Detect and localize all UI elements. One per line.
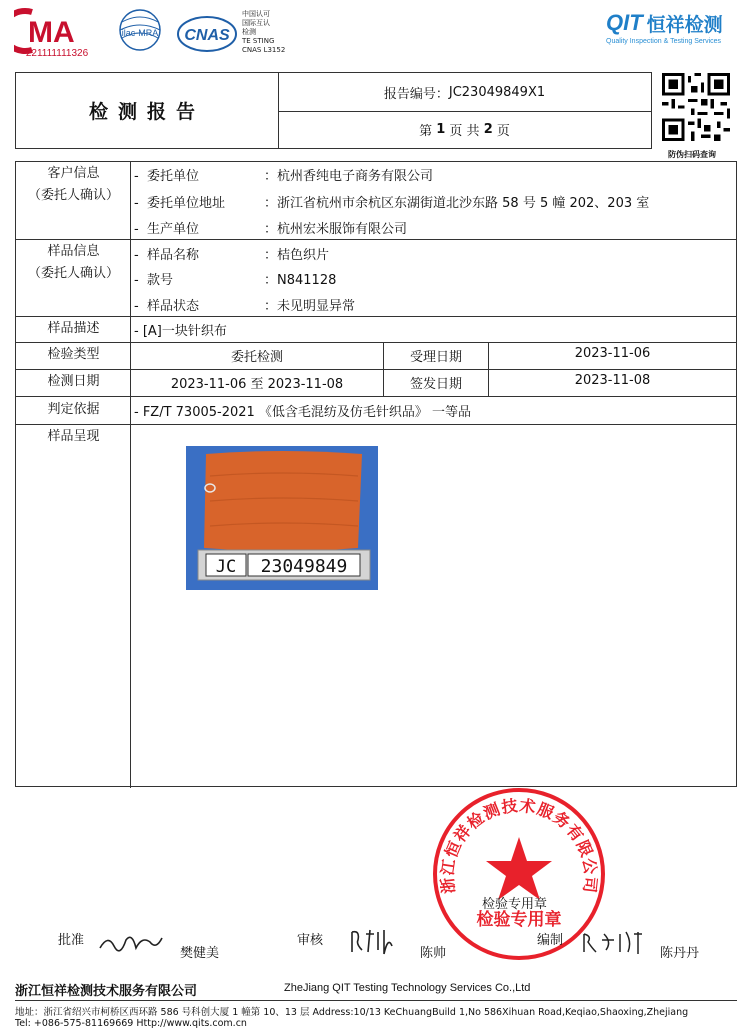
footer-address: 地址：浙江省绍兴市柯桥区西环路 586 号科创大厦 1 幢第 10、13 层 Address:10/13 KeChuangBuild 1,No 586Xihuan Road,Keqiao,Shaoxing,Zhejiang — [15, 1007, 689, 1018]
inspection-type-label: 检验类型 — [47, 347, 100, 362]
report-number: JC23049849X1 — [448, 84, 546, 100]
sample-row: - 款号 — [134, 273, 173, 288]
approve-name: 樊健美 — [180, 946, 220, 961]
compile-name: 陈丹丹 — [660, 946, 700, 961]
qr-caption: 防伪扫码查询 — [668, 150, 716, 159]
ilac-text: ilac-MRA — [121, 28, 159, 38]
inspection-type-value: 委托检测 — [230, 350, 283, 365]
sample-row-value: ：桔色织片 — [264, 248, 330, 263]
page-total: 2 — [483, 122, 493, 137]
report-title: 检测报告 — [16, 73, 279, 148]
row-key: 样品状态 — [146, 299, 199, 314]
page-current: 1 — [436, 122, 446, 137]
standard-value: - FZ/T 73005-2021 《低含毛混纺及仿毛针织品》 一等品 — [134, 405, 472, 420]
compile-signature — [580, 928, 646, 956]
footer-company-en: ZheJiang QIT Testing Technology Services Co.,Ltd — [284, 982, 531, 994]
review-label: 审核 — [297, 933, 324, 948]
qr-code-icon[interactable] — [662, 73, 730, 141]
cnas-line: 中国认可 — [242, 10, 270, 18]
client-row: - 委托单位地址 — [134, 196, 225, 211]
compile-label: 编制 — [537, 933, 564, 948]
page-indicator — [278, 111, 651, 148]
row-key: 款号 — [146, 273, 173, 288]
photo-tag-number: 23049849 — [260, 556, 348, 577]
row-value: 杭州宏米服饰有限公司 — [277, 222, 408, 237]
client-row-value: ：杭州宏米服饰有限公司 — [264, 222, 408, 237]
sample-row: - 样品状态 — [134, 299, 199, 314]
sample-presentation-label: 样品呈现 — [47, 429, 100, 444]
cnas-line: TE STING — [242, 37, 275, 45]
test-date-label: 检测日期 — [47, 374, 100, 389]
client-info-subtitle: （委托人确认） — [27, 188, 119, 203]
page-suffix: 页 — [496, 124, 510, 139]
issue-date-label: 签发日期 — [409, 377, 462, 392]
sample-row-value: ：未见明显异常 — [264, 299, 356, 314]
sample-desc-label: 样品描述 — [47, 321, 100, 336]
footer-contact: Tel: +086-575-81169669 Http://www.qits.com.cn — [15, 1018, 247, 1029]
cnas-line: 国际互认 — [242, 19, 270, 27]
footer-company-cn: 浙江恒祥检测技术服务有限公司 — [15, 984, 198, 999]
review-signature — [348, 926, 396, 956]
sample-row-value: ：N841128 — [264, 273, 337, 288]
row-value: 杭州香纯电子商务有限公司 — [277, 169, 434, 184]
ma-code: 221111111326 — [25, 48, 89, 59]
qit-brand: QIT — [606, 10, 643, 35]
received-date-label: 受理日期 — [409, 350, 462, 365]
ilac-mra-logo — [114, 8, 166, 54]
seal-label: 检验专用章 — [482, 897, 548, 912]
page-prefix: 第 — [419, 124, 433, 139]
report-number-cell — [278, 73, 651, 112]
client-row: - 生产单位 — [134, 222, 199, 237]
sample-info-label — [16, 241, 131, 285]
client-row-value: ：浙江省杭州市余杭区东湖街道北沙东路 58 号 5 幢 202、203 室 — [264, 196, 650, 211]
row-key: 委托单位 — [146, 169, 199, 184]
footer-divider — [15, 1000, 737, 1001]
client-info-title: 客户信息 — [47, 166, 100, 181]
row-value: 未见明显异常 — [277, 299, 356, 314]
received-date-value: 2023-11-06 — [574, 346, 651, 361]
approve-signature — [98, 928, 164, 956]
page-mid: 页 共 — [449, 124, 480, 139]
row-key: 样品名称 — [146, 248, 199, 263]
cnas-line: CNAS L3152 — [242, 46, 286, 54]
stamp-ring-text: 浙江恒祥检测技术服务有限公司 — [437, 795, 601, 895]
report-number-label: 报告编号： — [383, 86, 449, 102]
sample-desc-value: - [A]一块针织布 — [134, 324, 227, 339]
sample-row: - 样品名称 — [134, 248, 199, 263]
issue-date-value: 2023-11-08 — [574, 373, 651, 388]
row-value: 桔色织片 — [277, 248, 330, 263]
row-value: N841128 — [277, 273, 337, 288]
sample-info-subtitle: （委托人确认） — [27, 266, 119, 281]
cnas-caption — [242, 10, 285, 55]
client-info-label — [16, 163, 131, 207]
cnas-text: CNAS — [184, 27, 230, 44]
stamp-center-text: 检验专用章 — [476, 910, 562, 930]
standard-label: 判定依据 — [47, 402, 100, 417]
row-key: 生产单位 — [146, 222, 199, 237]
test-date-value: 2023-11-06 至 2023-11-08 — [170, 377, 344, 392]
approve-label: 批准 — [58, 933, 85, 948]
row-value: 浙江省杭州市余杭区东湖街道北沙东路 58 号 5 幢 202、203 室 — [277, 196, 650, 211]
review-name: 陈帅 — [420, 946, 447, 961]
cnas-line: 检测 — [242, 28, 256, 36]
qit-logo — [606, 10, 732, 36]
sample-photo — [186, 446, 378, 590]
qit-cn: 恒祥检测 — [646, 13, 723, 36]
row-key: 委托单位地址 — [146, 196, 225, 211]
report-title-box — [15, 72, 652, 149]
client-row-value: ：杭州香纯电子商务有限公司 — [264, 169, 434, 184]
ma-text: MA — [28, 16, 75, 49]
photo-tag-prefix: JC — [215, 557, 237, 577]
cnas-logo — [176, 14, 238, 54]
sample-info-title: 样品信息 — [47, 244, 100, 259]
client-row: - 委托单位 — [134, 169, 199, 184]
qit-tagline: Quality Inspection & Testing Services — [606, 38, 722, 45]
